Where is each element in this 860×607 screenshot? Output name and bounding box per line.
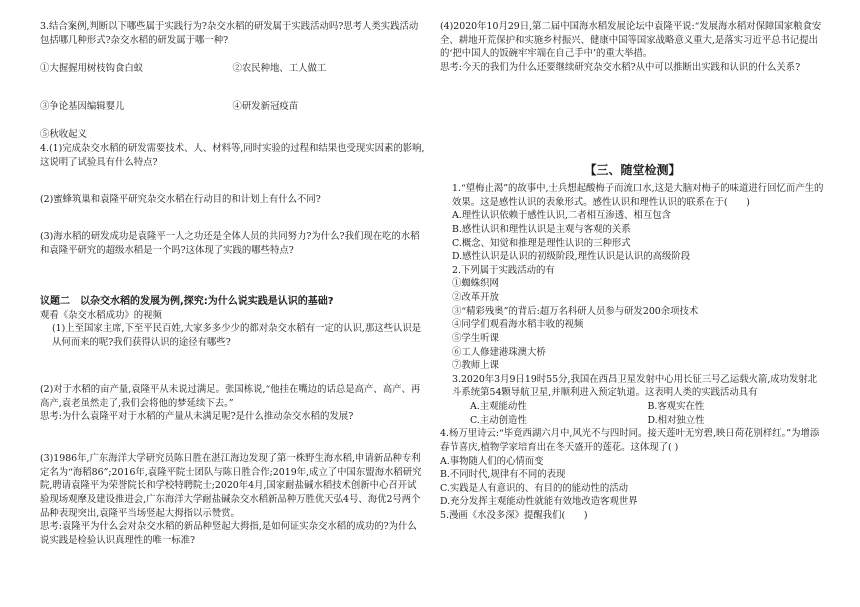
q4-part2: (2)蜜蜂筑巢和袁隆平研究杂交水稻在行动目的和计划上有什么不同?: [40, 194, 321, 205]
q3-stem: 3.结合案例,判断以下哪些属于实践行为?杂交水稻的研发属于实践活动吗?思考人类实践活动包括哪几种形式?杂交水稻的研发属于哪一种?: [40, 21, 419, 46]
test3-option: C.主动创造性: [470, 414, 527, 426]
test4-stem: 4.杨万里诗云:“毕竟西湖六月中,风光不与四时同。接天莲叶无穷碧,映日荷花别样红。”为增添春节喜庆,植物学家培育出在冬天盛开的莲花。这体现了( ): [440, 428, 820, 453]
q4-part1: 4.(1)完成杂交水稻的研发需要技术、人、材料等,同时实验的过程和结果也受现实因素的影响,这说明了试验具有什么特点?: [40, 143, 425, 168]
paragraph-2-think: 思考:为什么袁隆平对于水稻的产量从未满足呢?是什么推动杂交水稻的发展?: [40, 411, 354, 423]
paragraph-3-think: 思考:袁隆平为什么会对杂交水稻的新品种竖起大拇指,是如何证实杂交水稻的成功的?为什么说实践是检验认识真理性的唯一标准?: [40, 521, 417, 546]
test1-option: C.概念、知觉和推理是理性认识的三种形式: [452, 237, 631, 249]
test2-item: ③“精彩残奥”的背后:超万名科研人员参与研发200余项技术: [452, 305, 699, 317]
test1-option: D.感性认识是认识的初级阶段,理性认识是认识的高级阶段: [452, 251, 691, 263]
test2-stem: 2.下列属于实践活动的有: [452, 264, 555, 276]
section3-title: 【三、随堂检测】: [584, 163, 681, 177]
q3-option: ①大握握用树枝钩食白蚁: [40, 63, 144, 74]
test1-option: A.理性认识依赖于感性认识,二者相互渗透、相互包含: [452, 210, 671, 222]
test2-item: ⑤学生听课: [452, 332, 499, 344]
paragraph-4: (4)2020年10月29日,第二届中国海水稻发展论坛中袁隆平说:“发展海水稻对保障国家粮食安全、耕地开荒保护和实施乡村振兴、健康中国等国家战略意义重大,是落实习近平总书记提出的‘把中国人的饭碗牢牢端在自己手中’的重大举措。: [440, 21, 822, 60]
test2-item: ②改革开放: [452, 292, 499, 303]
test3-options: [440, 400, 825, 427]
paragraph-4-think: 思考:今天的我们为什么还要继续研究杂交水稻?从中可以推断出实践和认识的什么关系?: [440, 61, 801, 73]
test3-stem: 3.2020年3月9日19时55分,我国在西昌卫星发射中心用长征三号乙运载火箭,成功发射北斗系统第54颗导航卫星,并顺利进入预定轨道。这表明人类的实践活动具有: [452, 373, 818, 399]
test3-option: D.相对独立性: [647, 414, 705, 426]
test2-item: ⑥工人修建港珠澳大桥: [452, 346, 546, 358]
q3-options: [40, 62, 425, 76]
q3-option: ③争论基因编辑婴儿: [40, 101, 125, 112]
topic2-title: 议题二 以杂交水稻的发展为例,探究:为什么说实践是认识的基础?: [40, 296, 334, 307]
test2-item: ⑦教师上课: [452, 360, 499, 372]
test1-option: B.感性认识和理性认识是主观与客观的关系: [452, 223, 631, 235]
test4-option: B.不同时代,规律有不同的表现: [440, 469, 566, 481]
q4-part3: (3)海水稻的研发成功是袁隆平一人之功还是全体人员的共同努力?为什么?我们现在吃的水稻和袁隆平研究的超级水稻是一个吗?这体现了实践的哪些特点?: [40, 231, 420, 256]
test5-stem: 5.漫画《水没多深》提醒我们( ): [440, 510, 588, 521]
test4-option: D.充分发挥主观能动性就能有效地改造客观世界: [440, 496, 638, 508]
q3-option: ④研发新冠疫苗: [232, 101, 299, 112]
test4-option: A.事物随人们的心情而变: [440, 455, 544, 467]
test1-stem: 1.“望梅止渴”的故事中,士兵想起酸梅子而流口水,这是大脑对梅子的味道进行回忆而产生的效果。这是感性认识的表象形式。感性认识和理性认识的联系在于( ): [452, 183, 824, 208]
video-line: 观看《杂交水稻成功》的视频: [40, 310, 162, 321]
paragraph-1: (1)上至国家主席,下至平民百姓,大家多多少少的都对杂交水稻有一定的认识,那这些认识是从何而来的呢?我们获得认识的途径有哪些?: [52, 323, 422, 348]
test3-option: B.客观实在性: [647, 401, 705, 412]
test2-item: ④同学们观看海水稻丰收的视频: [452, 319, 584, 331]
paragraph-2: (2)对于水稻的亩产量,袁隆平从未说过满足。张国栋说,“他挂在嘴边的话总是高产、高产、再高产,袁老虽然走了,我们会将他的梦延续下去。”: [40, 384, 421, 409]
test4-option: C.实践是人有意识的、有目的的能动性的活动: [440, 482, 628, 494]
test2-item: ①蜘蛛织网: [452, 278, 499, 290]
q3-option: ②农民种地、工人做工: [232, 63, 327, 74]
q3-option: ⑤秋收起义: [40, 129, 87, 140]
test3-option: A.主观能动性: [470, 401, 527, 412]
paragraph-3: (3)1986年,广东海洋大学研究员陈日胜在湛江海边发现了第一株野生海水稻,申请新品种专利定名为“海稻86”;2016年,袁隆平院士团队与陈日胜合作;2019年,成立了中国东盟海水稻研究院,聘请袁隆平为荣誉院长和学校特聘院士;2020年4月,国家耐盐碱水稻技术创新中心召开试验现场观摩及建设推进会,广东海洋大学耐盐碱杂交水稻新品种万胜优天弘4号、海优2号两个品种表现突出,袁隆平当场竖起大拇指以示赞赏。: [40, 453, 422, 519]
